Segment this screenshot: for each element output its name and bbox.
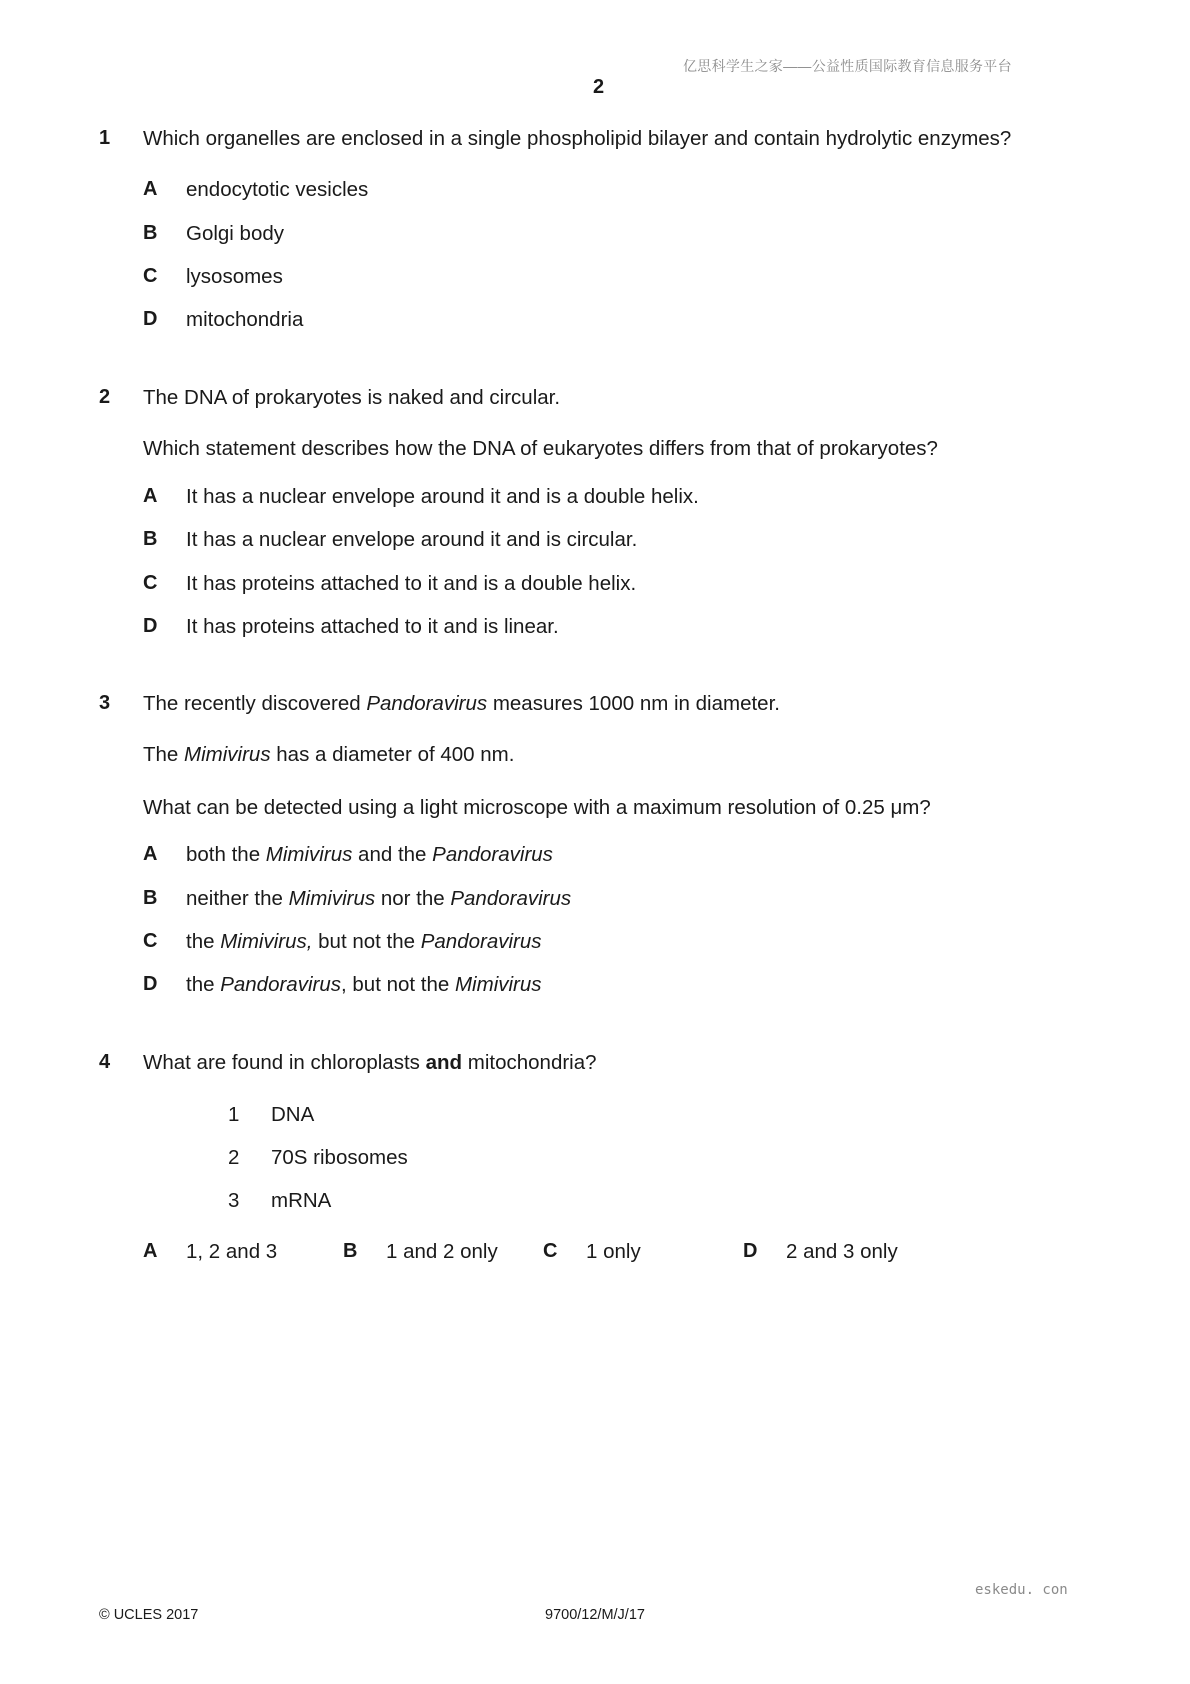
question-number: 4 [99, 1051, 111, 1073]
question-stem: The DNA of prokaryotes is naked and circular. [143, 386, 561, 409]
option-letter: D [143, 973, 158, 995]
footer-paper-code: 9700/12/M/J/17 [545, 1607, 645, 1623]
statement-number: 2 [228, 1146, 240, 1169]
option-letter: A [143, 1240, 158, 1262]
option-letter: B [143, 887, 158, 909]
footer-copyright: © UCLES 2017 [99, 1607, 199, 1623]
watermark-bottom: eskedu. con [975, 1582, 1068, 1598]
question-prompt: Which statement describes how the DNA of eukaryotes differs from that of prokaryotes? [143, 437, 938, 460]
line-text: The [143, 743, 185, 766]
option-text: neither the Mimivirus nor the Pandoravirus [186, 887, 572, 910]
option-letter: A [143, 843, 158, 865]
stem-text: What are found in chloroplasts [143, 1051, 426, 1074]
option-text: the Mimivirus, but not the Pandoravirus [186, 930, 542, 953]
statement-text: 70S ribosomes [271, 1146, 408, 1169]
option-text: the Pandoravirus, but not the Mimivirus [186, 973, 542, 996]
option-text: 1, 2 and 3 [186, 1240, 278, 1263]
option-text: 2 and 3 only [786, 1240, 898, 1263]
option-text: 1 only [586, 1240, 641, 1263]
option-letter: B [343, 1240, 358, 1262]
stem-text: mitochondria? [462, 1051, 597, 1074]
page-number: 2 [593, 76, 605, 98]
statement-text: mRNA [271, 1189, 332, 1212]
option-text: It has proteins attached to it and is a double helix. [186, 572, 637, 595]
option-letter: B [143, 222, 158, 244]
question-line [143, 743, 514, 767]
option-letter: D [143, 615, 158, 637]
option-letter: D [743, 1240, 758, 1262]
option-letter: D [143, 308, 158, 330]
option-letter: C [143, 930, 158, 952]
stem-emphasis: and [425, 1051, 463, 1074]
statement-text: DNA [271, 1103, 315, 1126]
question-number: 1 [99, 127, 111, 149]
option-letter: C [143, 265, 158, 287]
question-number: 2 [99, 386, 111, 408]
stem-text: The recently discovered [143, 692, 367, 715]
line-text: has a diameter of 400 nm. [270, 743, 515, 766]
option-text: mitochondria [186, 308, 304, 331]
option-text: It has proteins attached to it and is linear. [186, 615, 559, 638]
stem-species-name: Pandoravirus [366, 692, 488, 715]
option-letter: C [143, 572, 158, 594]
option-text: endocytotic vesicles [186, 178, 369, 201]
option-letter: B [143, 528, 158, 550]
option-text: lysosomes [186, 265, 283, 288]
watermark-top: 亿思科学生之家——公益性质国际教育信息服务平台 [683, 58, 1012, 74]
option-text: both the Mimivirus and the Pandoravirus [186, 843, 553, 866]
option-text: It has a nuclear envelope around it and is circular. [186, 528, 638, 551]
option-text: Golgi body [186, 222, 285, 245]
option-text: It has a nuclear envelope around it and is a double helix. [186, 485, 699, 508]
option-letter: C [543, 1240, 558, 1262]
option-letter: A [143, 485, 158, 507]
stem-text: measures 1000 nm in diameter. [487, 692, 780, 715]
question-number: 3 [99, 692, 111, 714]
statement-number: 3 [228, 1189, 240, 1212]
line-species-name: Mimivirus [184, 743, 271, 766]
option-text: 1 and 2 only [386, 1240, 498, 1263]
question-stem: Which organelles are enclosed in a single phospholipid bilayer and contain hydrolytic enzymes? [143, 127, 1012, 150]
question-prompt: What can be detected using a light microscope with a maximum resolution of 0.25 μm? [143, 796, 931, 819]
question-stem [143, 1051, 597, 1075]
option-letter: A [143, 178, 158, 200]
question-stem [143, 692, 780, 716]
statement-number: 1 [228, 1103, 240, 1126]
